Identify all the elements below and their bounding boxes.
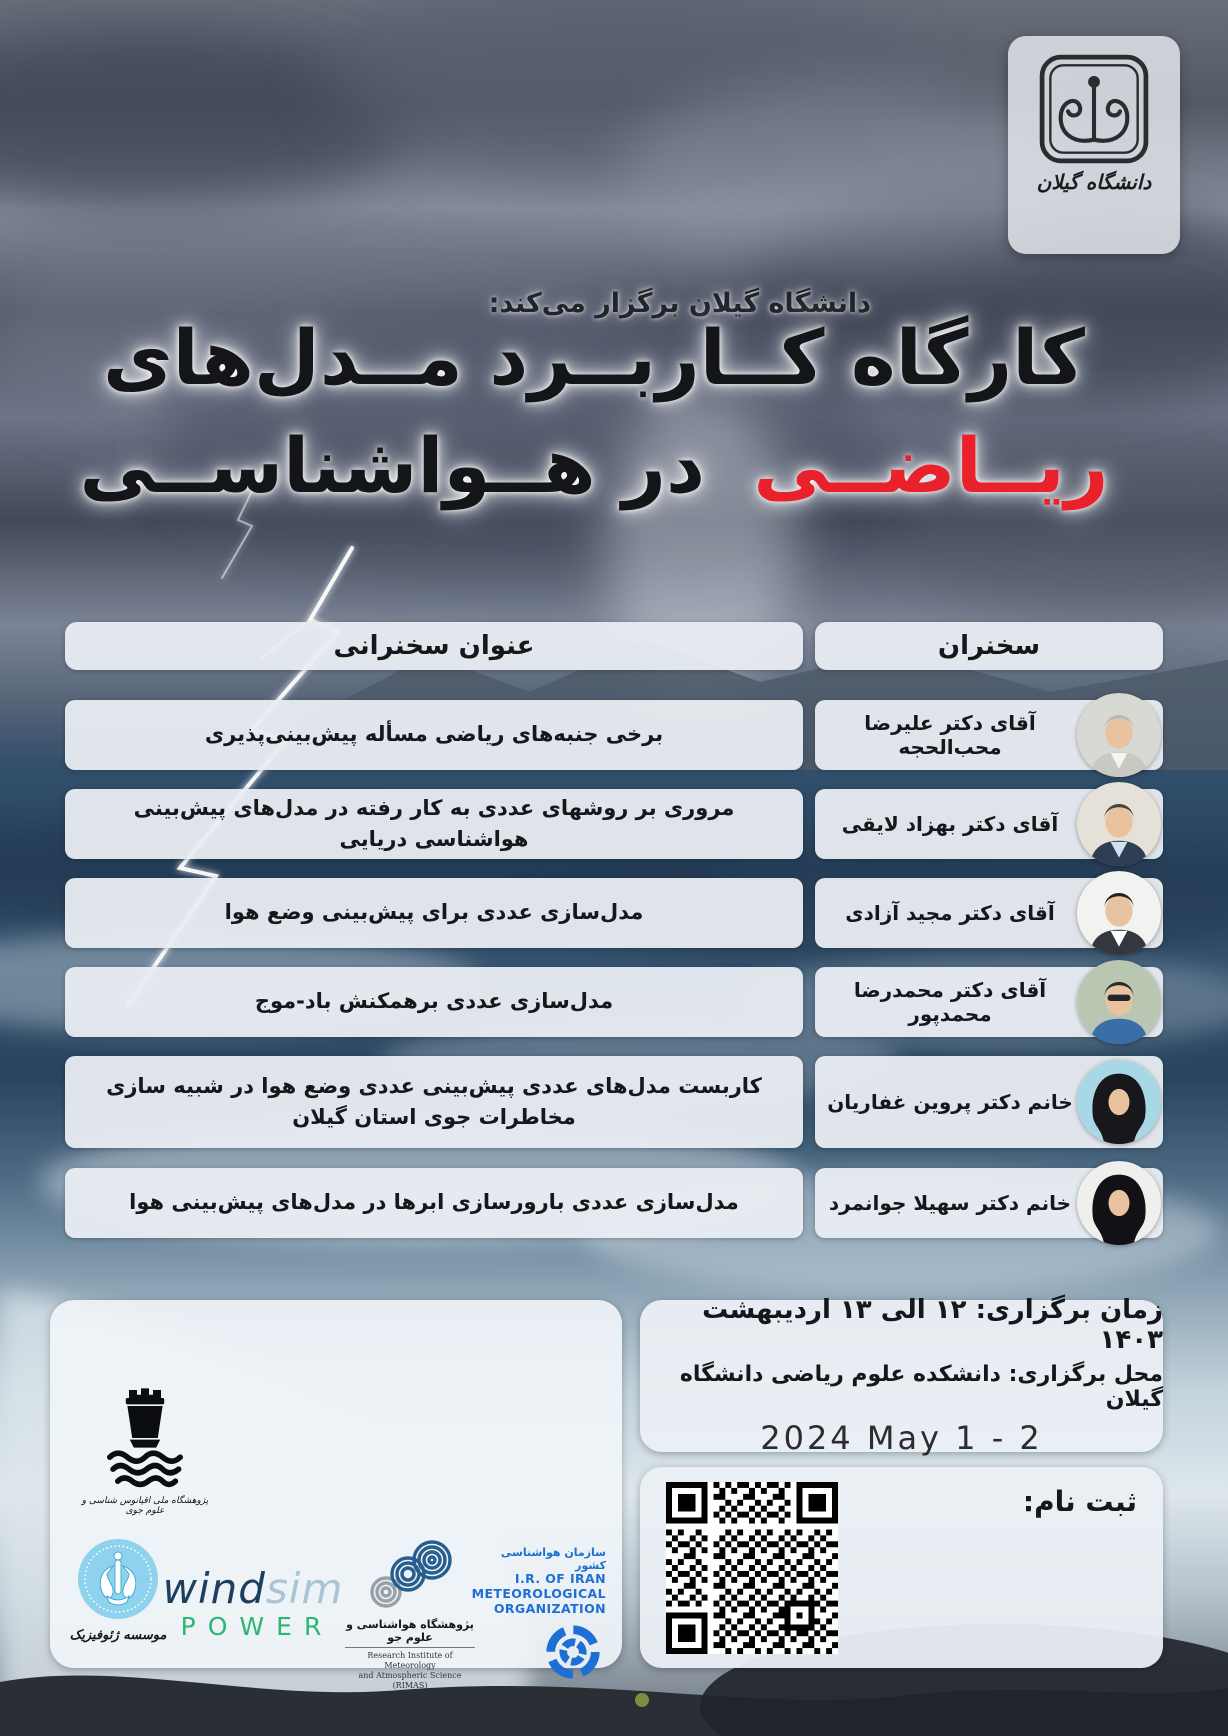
event-time: زمان برگزاری: ۱۲ الی ۱۳ اردیبهشت ۱۴۰۳: [702, 1295, 1163, 1355]
event-date-en: 2024 May 1 - 2: [760, 1419, 1043, 1457]
table-header-row: [65, 622, 1163, 670]
irimo-label-fa: سازمان هواشناسی کشور: [500, 1546, 606, 1572]
talk-title: مدل‌سازی عددی برای پیش‌بینی وضع هوا: [224, 900, 644, 925]
speaker-photo: [1077, 960, 1161, 1044]
logo-irimo: [468, 1546, 606, 1683]
irimo-label-en1: I.R. OF IRAN: [514, 1571, 606, 1586]
speaker-name: خانم دکتر سهیلا جوانمرد: [828, 1191, 1072, 1215]
university-tehran-seal-icon: [77, 1538, 159, 1620]
speaker-name: آقای دکتر علیرضا محب‌الحجه: [864, 711, 1036, 759]
triple-spiral-icon: [362, 1538, 458, 1614]
logo-oceanography-institute: [80, 1388, 210, 1516]
talk-title: کاربست مدل‌های عددی پیش‌بینی عددی وضع هوا در شبیه سازی مخاطرات جوی استان گیلان: [106, 1073, 762, 1129]
header-talk-title: عنوان سخنرانی: [65, 622, 803, 670]
speaker-photo: [1077, 782, 1161, 866]
table-row: [65, 967, 1163, 1037]
windsim-wind-text: wind: [162, 1564, 266, 1613]
registration-label: ثبت نام:: [1022, 1485, 1137, 1518]
event-venue: محل برگزاری: دانشکده علوم ریاضی دانشگاه گیلان: [679, 1362, 1163, 1412]
speaker-photo: [1077, 1060, 1161, 1144]
poster-title-line2: [40, 421, 1148, 510]
poster-title-line1: کارگاه کــاربــرد مــدل‌های: [103, 313, 1085, 402]
guilan-logo-label: دانشگاه گیلان: [1036, 170, 1152, 194]
guilan-emblem-icon: [1035, 50, 1153, 168]
windsim-power-text: POWER: [180, 1612, 334, 1641]
rimas-label-fa: پژوهشگاه هواشناسی و علوم جو: [345, 1618, 475, 1648]
rimas-label-en1: Research Institute of Meteorology: [367, 1651, 453, 1670]
rimas-label-en: [345, 1651, 475, 1691]
speaker-name: آقای دکتر بهزاد لایقی: [841, 812, 1059, 836]
speaker-photo: [1077, 871, 1161, 955]
registration-box: [640, 1467, 1163, 1668]
windsim-wordmark: [158, 1564, 348, 1613]
table-row: [65, 1056, 1163, 1148]
speaker-photo: [1077, 693, 1161, 777]
speaker-name: آقای دکتر مجید آزادی: [845, 901, 1055, 925]
speaker-name: خانم دکتر پروین غفاریان: [827, 1090, 1073, 1114]
registration-qr-code[interactable]: [666, 1482, 838, 1654]
pinwheel-icon: [542, 1621, 604, 1683]
logo-rimas: [345, 1538, 475, 1691]
ship-icon: [105, 1388, 185, 1488]
speaker-photo: [1077, 1161, 1161, 1245]
geophysics-institute-label: موسسه ژئوفیزیک: [69, 1628, 167, 1643]
sponsor-logos-box: [50, 1300, 622, 1690]
irimo-label-en2: METEOROLOGICAL: [471, 1585, 606, 1601]
table-row: [65, 789, 1163, 859]
talk-title: مروری بر روشهای عددی به کار رفته در مدل‌های پیش‌بینی هواشناسی دریایی: [133, 795, 735, 851]
oceanography-institute-label: پژوهشگاه ملی اقیانوس شناسی و علوم جوی: [81, 1496, 209, 1516]
table-row: [65, 1168, 1163, 1238]
event-details-box: [640, 1295, 1163, 1457]
speaker-name: آقای دکتر محمدرضا محمدپور: [853, 978, 1047, 1026]
presents-line: دانشگاه گیلان برگزار می‌کند:: [488, 288, 871, 319]
talk-title: مدل‌سازی عددی برهمکنش باد-موج: [254, 989, 614, 1014]
university-guilan-logo: [1008, 36, 1180, 254]
logo-windsim-power: [158, 1564, 348, 1641]
poster-title-line2-rest: در هــواشناســی: [79, 421, 705, 510]
poster-title-red-word: ریــاضــی: [753, 421, 1109, 510]
header-speaker: سخنران: [815, 622, 1163, 670]
talk-title: برخی جنبه‌های ریاضی مسأله پیش‌بینی‌پذیری: [204, 722, 664, 747]
rimas-label-en2: and Atmospheric Science (RIMAS): [358, 1671, 462, 1690]
table-row: [65, 700, 1163, 770]
windsim-sim-text: sim: [265, 1564, 344, 1613]
table-row: [65, 878, 1163, 948]
irimo-label-en3: ORGANIZATION: [493, 1600, 606, 1616]
talk-title: مدل‌سازی عددی بارورسازی ابرها در مدل‌های پیش‌بینی هوا: [129, 1190, 739, 1215]
